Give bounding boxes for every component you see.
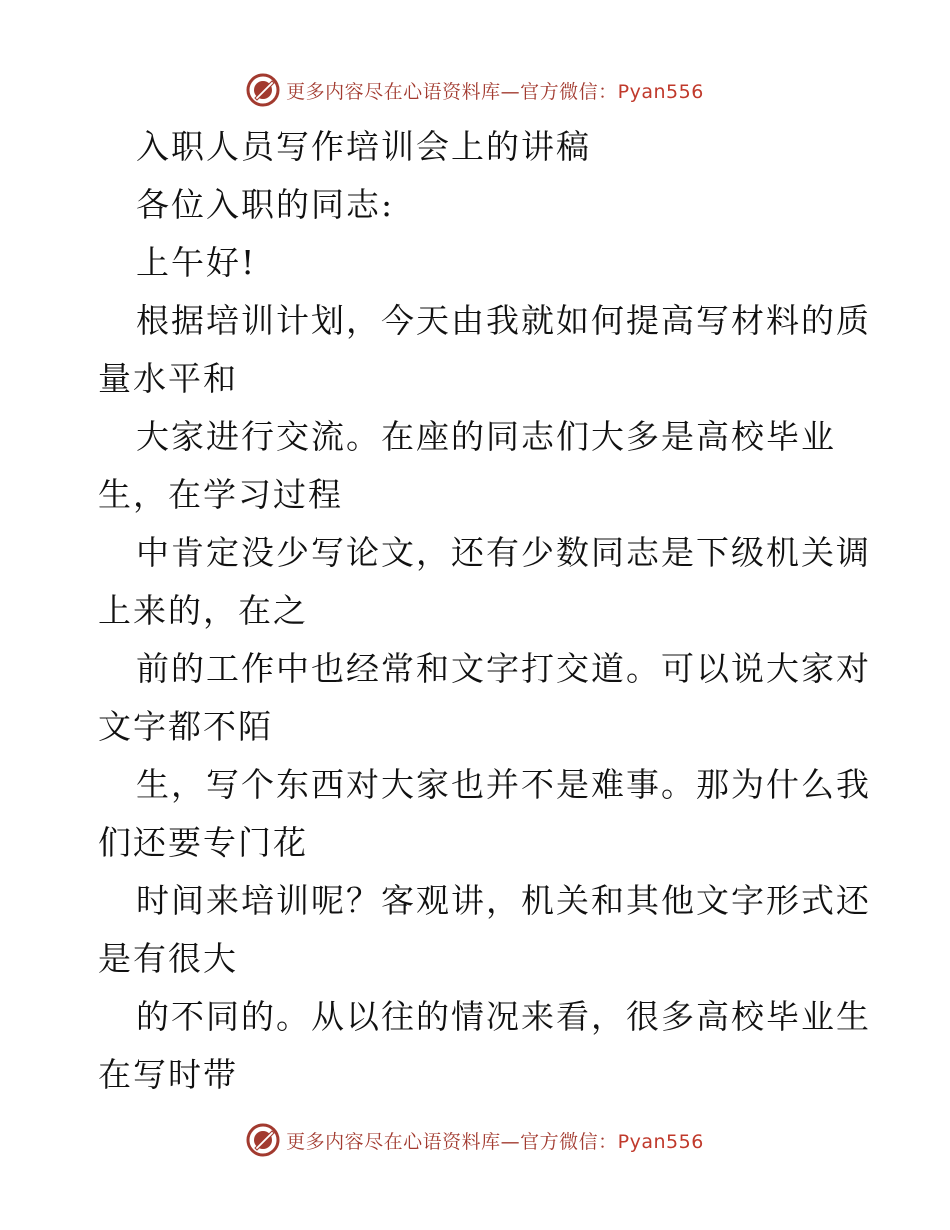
header-watermark	[0, 70, 950, 110]
text-line: 各位入职的同志:	[136, 185, 395, 224]
text-line: 大家进行交流。在座的同志们大多是高校毕业	[136, 417, 836, 456]
watermark-text: 更多内容尽在心语资料库—官方微信：Pyan556	[286, 1130, 704, 1153]
watermark-text: 更多内容尽在心语资料库—官方微信：Pyan556	[286, 80, 704, 103]
quill-logo-icon	[246, 1123, 280, 1157]
text-line: 生，在学习过程	[98, 475, 343, 514]
text-line: 入职人员写作培训会上的讲稿	[136, 127, 591, 166]
text-line: 在写时带	[98, 1055, 238, 1094]
text-line: 量水平和	[98, 359, 238, 398]
watermark-handle: Pyan556	[617, 80, 704, 103]
text-line: 文字都不陌	[98, 707, 273, 746]
text-line: 们还要专门花	[98, 823, 308, 862]
text-line: 时间来培训呢？客观讲，机关和其他文字形式还	[136, 881, 871, 920]
text-line: 上午好!	[136, 243, 257, 282]
text-line: 是有很大	[98, 939, 238, 978]
text-line: 生，写个东西对大家也并不是难事。那为什么我	[136, 765, 871, 804]
text-line: 前的工作中也经常和文字打交道。可以说大家对	[136, 649, 871, 688]
text-line: 上来的，在之	[98, 591, 308, 630]
text-line: 的不同的。从以往的情况来看，很多高校毕业生	[136, 997, 871, 1036]
text-line: 中肯定没少写论文，还有少数同志是下级机关调	[136, 533, 871, 572]
document-body	[98, 118, 871, 1104]
quill-logo-icon	[246, 73, 280, 107]
text-line: 根据培训计划，今天由我就如何提高写材料的质	[136, 301, 871, 340]
footer-watermark	[0, 1120, 950, 1160]
watermark-handle: Pyan556	[617, 1130, 704, 1153]
